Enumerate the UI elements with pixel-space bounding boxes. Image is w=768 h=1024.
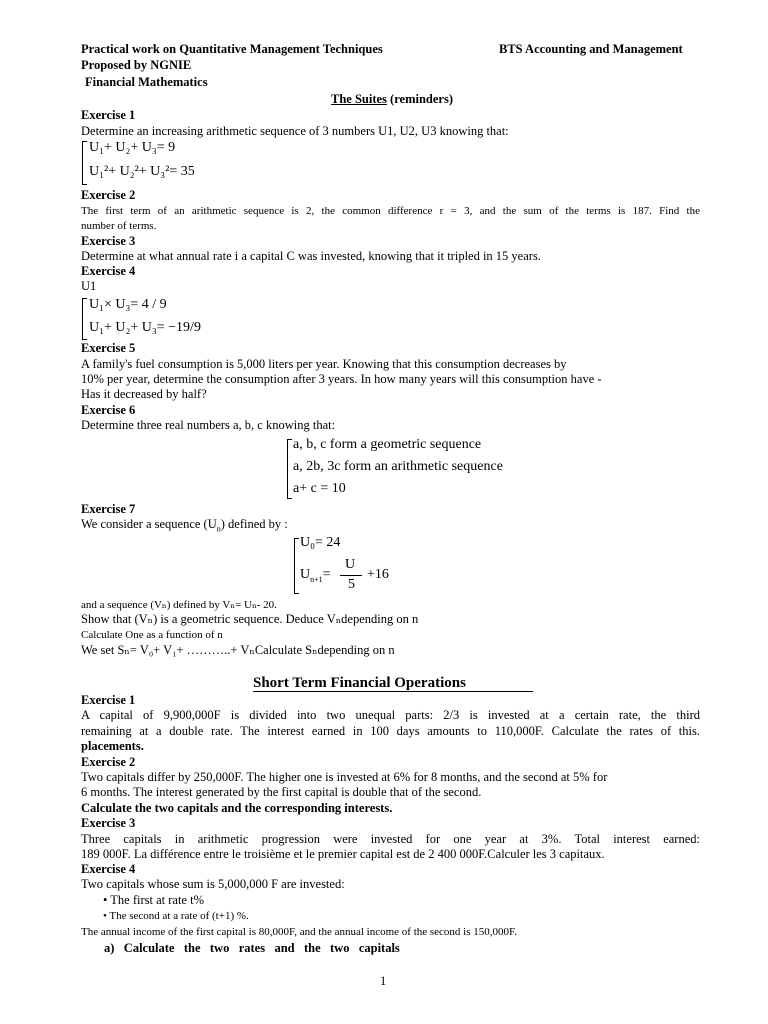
ex7-eq2-equals: = <box>322 567 331 582</box>
ex1-brace <box>82 141 87 185</box>
ex7-eq2-sub: n+1 <box>310 574 323 584</box>
author-line: Proposed by NGNIE <box>81 58 192 72</box>
ex5-label: Exercise 5 <box>81 341 136 355</box>
ex1-eq1: U₁+ U₂+ U₃= 9 <box>89 140 176 155</box>
ex7-fraction-bar <box>340 575 362 576</box>
st-ex4-line1: Two capitals whose sum is 5,000,000 F are invested: <box>81 877 345 891</box>
bullet-icon: • <box>103 893 111 907</box>
ex6-label: Exercise 6 <box>81 403 136 417</box>
subject-line: Financial Mathematics <box>85 75 208 89</box>
ex7-show: Show that (Vₙ) is a geometric sequence. Deduce Vₙdepending on n <box>81 612 419 626</box>
st-ex3-line2: 189 000F. La différence entre le troisième et le premier capital est de 2 400 000F.Calculer les 3 capitaux. <box>81 847 605 861</box>
ex6-eq2: a, 2b, 3c form an arithmetic sequence <box>293 459 503 474</box>
st-ex1-label: Exercise 1 <box>81 693 136 707</box>
ex3-text: Determine at what annual rate i a capital C was invested, knowing that it tripled in 15 years. <box>81 249 541 263</box>
ex7-intro-sub: n <box>216 524 221 534</box>
ex7-v-def: and a sequence (Vₙ) defined by Vₙ= Uₙ- 20. <box>81 599 277 611</box>
ex7-eq1: U₀= 24 <box>300 535 341 550</box>
st-ex3-label: Exercise 3 <box>81 816 136 830</box>
ex7-eq2-left <box>300 567 331 584</box>
ex7-eq2-denominator: 5 <box>348 577 355 592</box>
ex7-intro <box>81 517 288 537</box>
section-title-underlined: The Suites <box>331 92 387 106</box>
ex7-sum: We set Sₙ= V₀+ V₁+ ………..+ VₙCalculate Sₙdepending on n <box>81 643 395 657</box>
st-ex3-line1: Three capitals in arithmetic progression were invested for one year at 3%. Total interest earned: <box>81 832 700 846</box>
ex6-text: Determine three real numbers a, b, c knowing that: <box>81 418 336 432</box>
ex2-line2: number of terms. <box>81 220 157 232</box>
st-ex4-question-a: a) Calculate the two rates and the two capitals <box>104 941 400 955</box>
ex2-label: Exercise 2 <box>81 188 136 202</box>
short-term-title-underline <box>253 691 533 692</box>
st-ex4-bullet1 <box>103 893 204 908</box>
ex4-eq2: U₁+ U₂+ U₃= −19/9 <box>89 320 201 335</box>
course-title: Practical work on Quantitative Management Techniques <box>81 42 383 56</box>
st-ex1-line2: remaining at a double rate. The interest earned in 100 days amounts to 110,000F. Calculate the rates of this. <box>81 724 700 738</box>
ex4-label: Exercise 4 <box>81 264 136 278</box>
ex4-brace <box>82 298 87 340</box>
ex7-eq2-numerator: U <box>345 557 356 572</box>
ex6-brace <box>287 439 292 499</box>
st-ex2-line1: Two capitals differ by 250,000F. The higher one is invested at 6% for 8 months, and the second at 5% for <box>81 770 608 784</box>
ex7-intro-b: ) defined by : <box>220 517 288 531</box>
st-ex2-line3: Calculate the two capitals and the corresponding interests. <box>81 801 393 815</box>
ex1-text: Determine an increasing arithmetic sequence of 3 numbers U1, U2, U3 knowing that: <box>81 124 509 138</box>
ex4-text: U1 <box>81 279 97 293</box>
st-ex4-bullet1-text: The first at rate t% <box>110 893 204 907</box>
ex7-label: Exercise 7 <box>81 502 136 516</box>
st-ex1-line3: placements. <box>81 739 144 753</box>
program-title: BTS Accounting and Management <box>499 42 683 56</box>
bullet-icon: • <box>103 910 110 922</box>
ex4-eq1: U₁× U₃= 4 / 9 <box>89 297 167 312</box>
section-title-suites <box>331 92 453 107</box>
ex5-line2: 10% per year, determine the consumption after 3 years. In how many years will this consumption have - <box>81 372 602 386</box>
page-number: 1 <box>380 974 387 988</box>
ex7-intro-a: We consider a sequence (U <box>81 517 217 531</box>
section-title-short-term <box>253 674 466 692</box>
st-ex4-bullet2-text: The second at a rate of (t+1) %. <box>109 910 249 922</box>
ex5-line1: A family's fuel consumption is 5,000 liters per year. Knowing that this consumption decreases by <box>81 357 567 371</box>
st-ex4-label: Exercise 4 <box>81 862 136 876</box>
ex7-eq2-u: U <box>300 567 311 582</box>
ex2-line1: The first term of an arithmetic sequence is 2, the common difference r = 3, and the sum of the terms is 187. Find the <box>81 205 700 217</box>
section-title-rest: (reminders) <box>386 92 453 106</box>
ex3-label: Exercise 3 <box>81 234 136 248</box>
ex1-eq2: U₁²+ U₂²+ U₃²= 35 <box>89 164 195 179</box>
ex1-label: Exercise 1 <box>81 108 136 122</box>
ex6-eq1: a, b, c form a geometric sequence <box>293 437 482 452</box>
ex7-calc: Calculate One as a function of n <box>81 629 223 641</box>
ex6-eq3: a+ c = 10 <box>293 481 346 496</box>
st-ex2-line2: 6 months. The interest generated by the first capital is double that of the second. <box>81 785 482 799</box>
ex7-brace <box>294 538 299 594</box>
st-ex1-line1: A capital of 9,900,000F is divided into two unequal parts: 2/3 is invested at a certain rate, the third <box>81 708 700 722</box>
st-ex2-label: Exercise 2 <box>81 755 136 769</box>
st-ex4-line2: The annual income of the first capital is 80,000F, and the annual income of the second is 150,000F. <box>81 926 517 938</box>
ex7-eq2-right: +16 <box>367 567 389 582</box>
ex5-line3: Has it decreased by half? <box>81 387 207 401</box>
st-ex4-bullet2 <box>103 909 249 924</box>
short-term-title-text: Short Term Financial Operations <box>253 675 466 691</box>
